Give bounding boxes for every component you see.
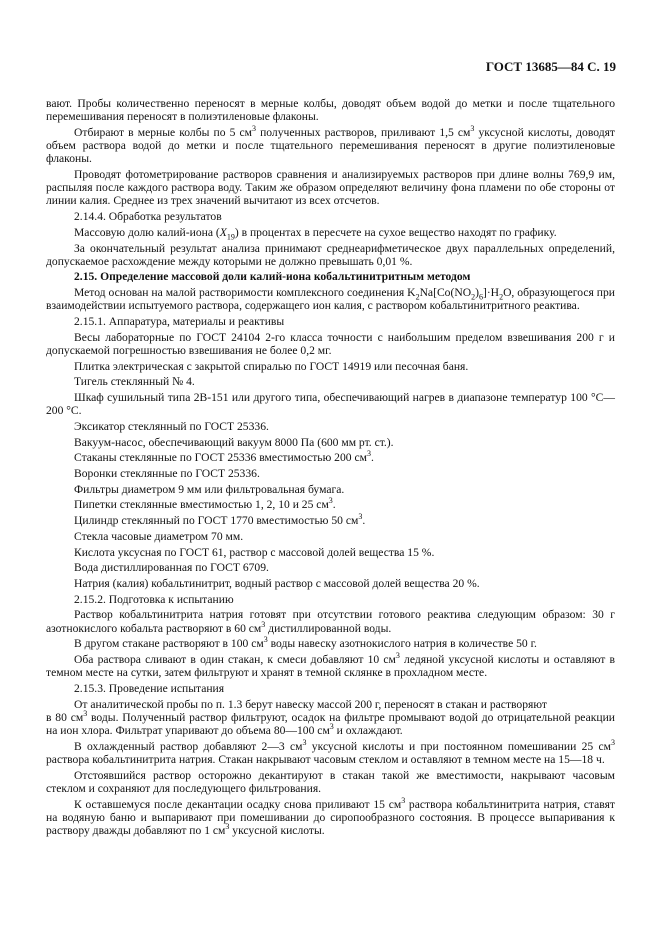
paragraph <box>46 225 615 242</box>
paragraph <box>46 637 615 650</box>
text-run: . <box>362 514 366 528</box>
paragraph <box>46 286 615 312</box>
superscript: 3 <box>225 822 230 832</box>
paragraph: Шкаф сушильный типа 2В-151 или другого типа, обеспечивающий нагрев в диапазоне температур 100 °С—200 °С. <box>46 391 615 418</box>
paragraph <box>46 126 615 166</box>
text-run: ) <box>475 286 479 300</box>
text-run: Цилиндр стеклянный по ГОСТ 1770 вместимостью 50 см <box>74 514 359 528</box>
section-title <box>46 270 615 283</box>
superscript: 3 <box>401 795 406 805</box>
paragraph: Плитка электрическая с закрытой спиралью по ГОСТ 14919 или песочная баня. <box>74 359 469 373</box>
document-body <box>46 97 615 837</box>
text-run: Отбирают в мерные колбы по 5 см <box>74 125 252 139</box>
text-run: дистиллированной воды. <box>265 621 392 635</box>
superscript: 3 <box>329 722 334 732</box>
paragraph: Проводят фотометрирование растворов сравнения и анализируемых растворов при длине волны 769,9 им, распыляя после каждого раствора воду. Таким же образом определяют величину фона пламени по обе стороны от линии калия. Среднее из трех значений вычитают из всех отсчетов. <box>46 168 615 208</box>
superscript: 3 <box>611 737 615 747</box>
superscript: 3 <box>395 651 400 661</box>
text-run: воды. Полученный раствор фильтруют, осадок на фильтре промывают водой до отрицательной реакции на ион хлора. Фильтрат упаривают до объема 80—100 см <box>46 710 615 738</box>
text-run: уксусной кислоты и при постоянном помешивании 25 см <box>306 739 611 753</box>
paragraph <box>46 451 615 464</box>
text-run: В другом стакане растворяют в 100 см <box>74 637 264 651</box>
text-run: раствора кобальтинитрита натрия. Стакан накрывают часовым стеклом и оставляют в темном месте на 15—18 ч. <box>46 752 605 766</box>
paragraph: Воронки стеклянные по ГОСТ 25336. <box>74 467 260 481</box>
paragraph: вают. Пробы количественно переносят в мерные колбы, доводят объем водой до метки и после тщательного перемешивания переносят в полиэтиленовые флаконы. <box>46 97 615 124</box>
paragraph: За окончательный результат анализа принимают среднеарифметическое двух параллельных определений, допускаемое расхождение между которыми не должно превышать 0,01 %. <box>46 241 615 268</box>
subscript: 2 <box>415 292 420 302</box>
text-run: полученных растворов, приливают 1,5 см <box>255 125 471 139</box>
text-run: Стаканы стеклянные по ГОСТ 25336 вместимостью 200 см <box>74 451 367 465</box>
text-run: воды навеску азотнокислого натрия в количестве 50 г. <box>267 637 537 651</box>
section-heading: 2.15.2. Подготовка к испытанию <box>74 592 234 606</box>
subscript: 19 <box>226 232 235 242</box>
paragraph <box>46 514 615 527</box>
paragraph: От аналитической пробы по п. 1.3 берут навеску массой 200 г, переносят в стакан и растворяют <box>74 697 547 711</box>
variable: X <box>219 225 227 239</box>
paragraph: Кислота уксусная по ГОСТ 61, раствор с массовой долей вещества 15 %. <box>74 545 435 559</box>
text-run: и охлаждают. <box>333 724 403 738</box>
subscript: 6 <box>478 292 483 302</box>
paragraph <box>46 737 615 766</box>
text-run: Пипетки стеклянные вместимостью 1, 2, 10 и 25 см <box>74 498 329 512</box>
text-run: Метод основан на малой растворимости комплексного соединения K <box>74 286 416 300</box>
paragraph <box>46 498 615 511</box>
text-run: ]·H <box>482 286 500 300</box>
paragraph: Вакуум-насос, обеспечивающий вакуум 8000 Па (600 мм рт. ст.). <box>74 435 394 449</box>
subscript: 2 <box>471 292 476 302</box>
text-run: в 80 см <box>46 710 84 724</box>
text-run: . <box>370 451 374 465</box>
section-title-text: Определение массовой доли калий-иона кобальтинитритным методом <box>100 270 471 284</box>
paragraph: Тигель стеклянный № 4. <box>74 375 195 389</box>
text-run: Массовую долю калий-иона ( <box>74 225 220 239</box>
text-run: O, образующегося при взаимодействии испытуемого раствора, содержащего ион калия, с раствором кобальтинитритного реактива. <box>46 286 616 313</box>
paragraph <box>46 795 615 838</box>
paragraph: Натрия (калия) кобальтинитрит, водный раствор с массовой долей вещества 20 %. <box>74 577 480 590</box>
text-run: ледяной уксусной кислоты и оставляют в темном месте на сутки, затем фильтруют и хранят в темной склянке в прохладном месте. <box>46 653 615 680</box>
superscript: 3 <box>366 449 371 459</box>
superscript: 3 <box>263 635 268 645</box>
paragraph: Весы лабораторные по ГОСТ 24104 2-го класса точности с наибольшим пределом взвешивания 200 г и допускаемой погрешностью взвешивания не более 0,2 мг. <box>46 330 615 357</box>
paragraph: Отстоявшийся раствор осторожно декантируют в стакан такой же вместимости, накрывают часовым стеклом и сохраняют для последующего фильтрования. <box>46 768 615 795</box>
superscript: 3 <box>358 512 363 522</box>
text-run: . <box>332 498 336 512</box>
paragraph <box>46 653 615 679</box>
section-heading: 2.15.1. Аппаратура, материалы и реактивы <box>74 315 285 329</box>
superscript: 3 <box>261 619 266 629</box>
subscript: 2 <box>499 292 504 302</box>
superscript: 3 <box>302 737 307 747</box>
text-run: ) в процентах в пересчете на сухое вещество находят по графику. <box>234 225 557 239</box>
paragraph: Фильтры диаметром 9 мм или фильтровальная бумага. <box>74 482 345 496</box>
superscript: 3 <box>328 496 333 506</box>
text-run: В охлажденный раствор добавляют 2—3 см <box>74 739 303 753</box>
text-run: Оба раствора сливают в один стакан, к смеси добавляют 10 см <box>74 653 396 667</box>
superscript: 3 <box>470 124 475 134</box>
superscript: 3 <box>251 124 256 134</box>
text-run: уксусной кислоты. <box>229 823 325 837</box>
paragraph: Стекла часовые диаметром 70 мм. <box>74 529 244 543</box>
text-run: раствора кобальтинитрита натрия, ставят на водяную баню и выпаривают при помешивании до сиропообразного состояния. В процессе выпаривания к раствору дважды добавляют по 1 см <box>46 797 615 837</box>
paragraph <box>46 608 615 634</box>
paragraph: Вода дистиллированная по ГОСТ 6709. <box>74 561 269 575</box>
text-run: Раствор кобальтинитрита натрия готовят при отсутствии готового реактива следующим образом: 30 г азотнокислого кобальта растворяют в 60 см <box>46 608 615 635</box>
section-heading: 2.15.3. Проведение испытания <box>74 681 225 695</box>
text-run: Na[Co(NO <box>419 286 472 300</box>
text-run: К оставшемуся после декантации осадку снова приливают 15 см <box>74 797 402 811</box>
text-run: уксусной кислоты, доводят объем раствора водой до метки и после тщательного перемешивания переносят в другие полиэтиленовые флаконы. <box>46 125 615 166</box>
paragraph <box>46 708 615 738</box>
paragraph: Эксикатор стеклянный по ГОСТ 25336. <box>74 419 269 433</box>
section-number: 2.15. <box>74 270 98 284</box>
superscript: 3 <box>83 708 88 718</box>
section-heading: 2.14.4. Обработка результатов <box>74 210 222 224</box>
page-header: ГОСТ 13685—84 С. 19 <box>485 59 616 74</box>
